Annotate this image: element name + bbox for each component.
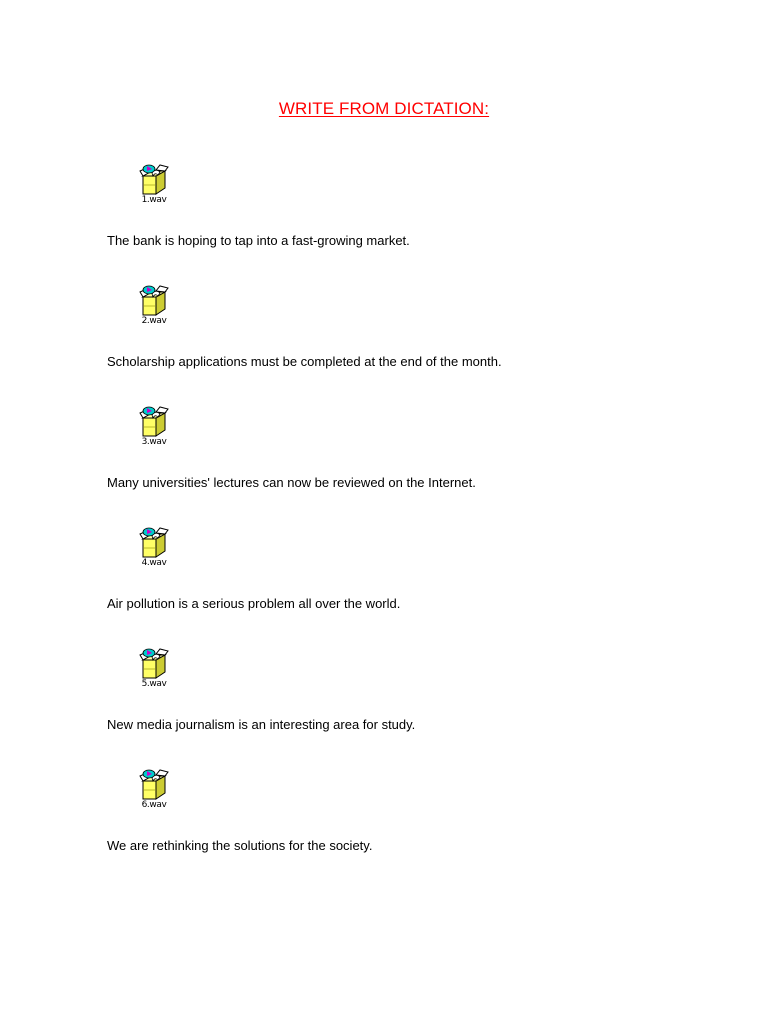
dictation-sentence: Many universities' lectures can now be reviewed on the Internet. — [107, 475, 476, 490]
audio-attachment-1[interactable] — [137, 164, 177, 210]
dictation-sentence: Air pollution is a serious problem all over the world. — [107, 596, 401, 611]
audio-file-name: 6.wav — [141, 800, 167, 810]
audio-attachment-2[interactable] — [137, 285, 177, 331]
audio-file-name: 4.wav — [141, 558, 167, 568]
audio-package-icon — [139, 648, 170, 680]
dictation-item-3 — [107, 406, 707, 527]
audio-file-name: 5.wav — [141, 679, 167, 689]
audio-package-icon — [139, 527, 170, 559]
dictation-item-4 — [107, 527, 707, 648]
audio-package-icon — [139, 769, 170, 801]
audio-attachment-6[interactable] — [137, 769, 177, 815]
audio-attachment-5[interactable] — [137, 648, 177, 694]
page-title: WRITE FROM DICTATION: — [278, 99, 490, 118]
audio-file-name: 1.wav — [141, 195, 167, 205]
audio-file-name: 3.wav — [141, 437, 167, 447]
dictation-sentence: The bank is hoping to tap into a fast-growing market. — [107, 233, 410, 248]
audio-package-icon — [139, 285, 170, 317]
audio-attachment-4[interactable] — [137, 527, 177, 573]
dictation-item-6 — [107, 769, 707, 890]
audio-file-name: 2.wav — [141, 316, 167, 326]
dictation-sentence: New media journalism is an interesting area for study. — [107, 717, 416, 732]
audio-attachment-3[interactable] — [137, 406, 177, 452]
dictation-sentence: Scholarship applications must be completed at the end of the month. — [107, 354, 502, 369]
dictation-item-2 — [107, 285, 707, 406]
audio-package-icon — [139, 406, 170, 438]
dictation-sentence: We are rethinking the solutions for the society. — [107, 838, 373, 853]
audio-package-icon — [139, 164, 170, 196]
dictation-item-5 — [107, 648, 707, 769]
dictation-item-1 — [107, 164, 707, 285]
